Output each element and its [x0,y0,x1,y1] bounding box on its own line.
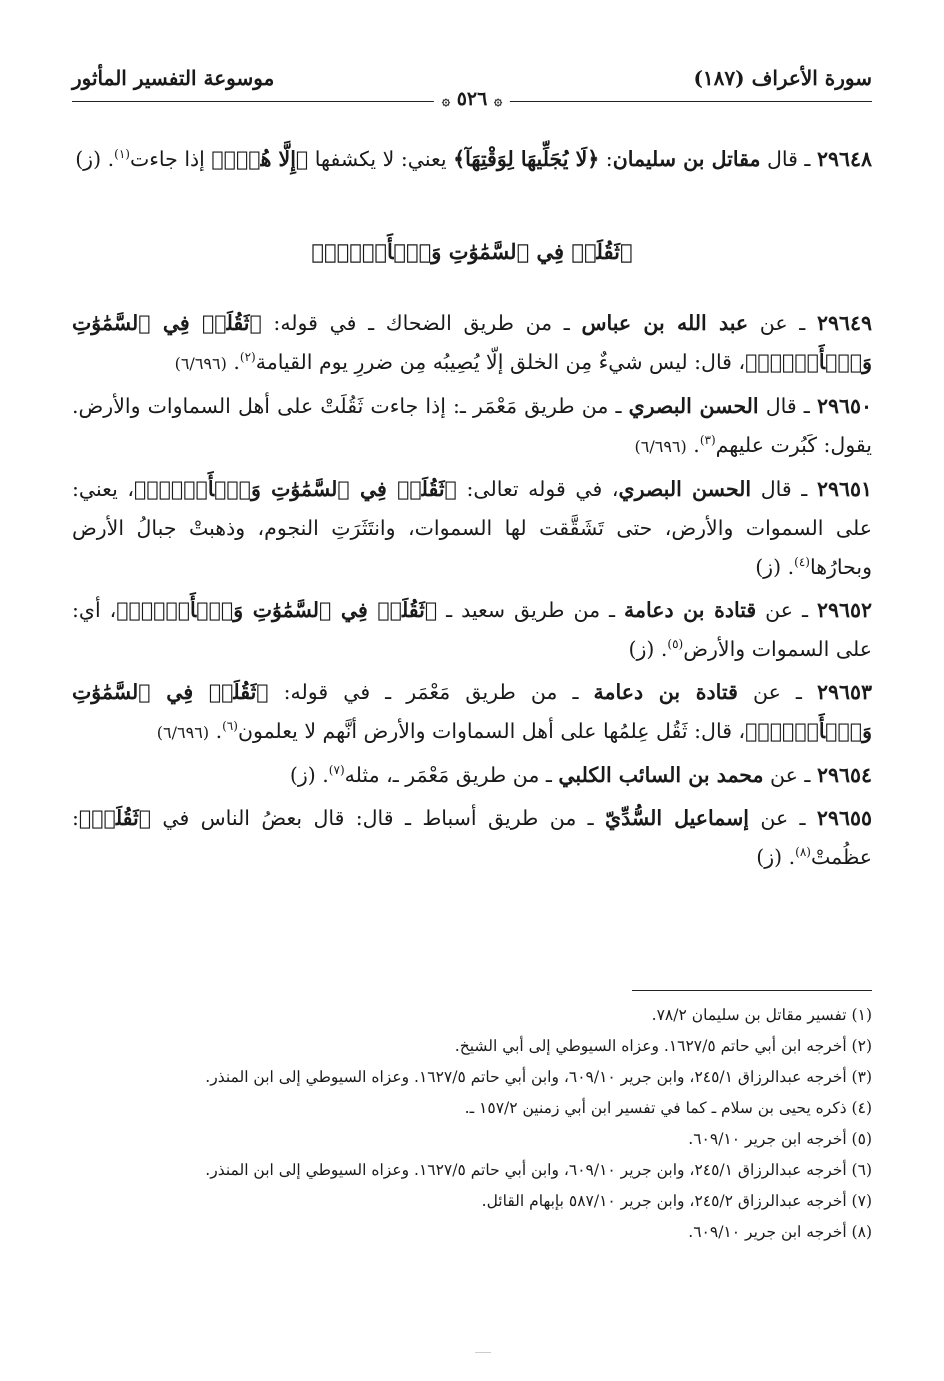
page-number-box [434,88,510,110]
footnote: (٧) أخرجه عبدالرزاق ٢٤٥/٢، وابن جرير ٥٨٧/١٠ بإبهام القائل. [481,1192,872,1210]
quran-quote: ﴿ثَقُلَتۡ فِي ٱلسَّمَٰوَٰتِ وَٱلۡأَرۡضِۚ﴾ [72,680,872,743]
narration-number: ٢٩٦٥٤ [816,763,872,787]
footnote-marker: (٨) [795,845,811,860]
quran-quote: ﴿إِلَّا هُوَۚ﴾ [211,147,309,171]
narration-paragraph: ٢٩٦٥٢ ـ عن قتادة بن دعامة ـ من طريق سعيد ـ ﴿ثَقُلَتۡ فِي ٱلسَّمَٰوَٰتِ وَٱلۡأَرۡضِۚ﴾، أي: على السموات والأرض$^{(٥)}$. (ز) [72,598,873,661]
narration-number: ٢٩٦٤٨ [816,147,872,171]
narrator-name: مقاتل بن سليمان [612,147,761,171]
narration-paragraph: ٢٩٦٤٨ ـ قال مقاتل بن سليمان: ﴿لَا يُجَلِّيهَا لِوَقْتِهَآ﴾ يعني: لا يكشفها ﴿إِلَّا هُوَۚ﴾ إذا جاءت$^{(١)}$. (ز) [75,147,872,171]
cross-reference: (٦/٦٩٦) [156,723,210,742]
cross-reference: (٦/٦٩٦) [174,354,227,373]
footnote-marker: (١) [114,147,130,162]
footnote-rule [632,990,872,991]
narration-number: ٢٩٦٥١ [816,477,872,501]
narration-number: ٢٩٦٤٩ [816,311,872,335]
footnote-marker: (٤) [794,555,810,570]
narrator-name: محمد بن السائب الكلبي [558,763,764,787]
footnote-marker: (٢) [239,350,256,365]
ornament-icon: ۞ [493,93,503,109]
narration-paragraph: ٢٩٦٥٤ ـ عن محمد بن السائب الكلبي ـ من طريق مَعْمَر ـ، مثله$^{(٧)}$. (ز) [289,763,872,787]
narration-number: ٢٩٦٥٠ [816,394,872,418]
footnote: (١) تفسير مقاتل بن سليمان ٧٨/٢. [651,1006,872,1024]
narration-paragraph: ٢٩٦٤٩ ـ عن عبد الله بن عباس ـ من طريق الضحاك ـ في قوله: ﴿ثَقُلَتۡ فِي ٱلسَّمَٰوَٰتِ وَٱلۡأَرۡضِۚ﴾، قال: ليس شيءٌ مِن الخلق إلّا يُصِيبُه مِن ضررِ يوم القيامة$^{(٢)}$. (٦/٦٩٦) [72,311,872,374]
narration-paragraph: ٢٩٦٥٠ ـ قال الحسن البصري ـ من طريق مَعْمَر ـ: إذا جاءت ثَقُلَتْ على أهل السماوات والأرض. يقول: كَبُرت عليهم$^{(٣)}$. (٦/٦٩٦) [72,394,872,457]
book-title: موسوعة التفسير المأثور [72,66,275,90]
footnote: (٤) ذكره يحيى بن سلام ـ كما في تفسير ابن أبي زمنين ١٥٧/٢ ـ. [464,1099,872,1117]
main-text [72,140,872,881]
quran-quote: ﴿لَا يُجَلِّيهَا لِوَقْتِهَآ﴾ [453,147,600,171]
narration-number: ٢٩٦٥٢ [816,598,873,622]
page-mark [475,1352,491,1353]
cross-reference: (٦/٦٩٦) [634,437,687,456]
ornament-icon: ۞ [441,93,451,109]
footnote: (٨) أخرجه ابن جرير ٦٠٩/١٠. [688,1223,872,1241]
quran-quote: ﴿ثَقُلَتۡ فِي ٱلسَّمَٰوَٰتِ وَٱلۡأَرۡضِۚ﴾ [134,477,457,501]
footnote: (٣) أخرجه عبدالرزاق ٢٤٥/١، وابن جرير ٦٠٩/١٠، وابن أبي حاتم ١٦٢٧/٥. وعزاه السيوطي إلى ابن المنذر. [205,1068,872,1086]
footnote-marker: (٧) [328,763,345,778]
footnote: (٢) أخرجه ابن أبي حاتم ١٦٢٧/٥. وعزاه السيوطي إلى أبي الشيخ. [454,1037,872,1055]
quran-quote: ﴿ثَقُلَتۡ فِي ٱلسَّمَٰوَٰتِ وَٱلۡأَرۡضِۚ﴾ [116,598,438,622]
narrator-name: إسماعيل السُّدِّيّ [605,806,749,830]
narration-paragraph: ٢٩٦٥١ ـ قال الحسن البصري، في قوله تعالى: ﴿ثَقُلَتۡ فِي ٱلسَّمَٰوَٰتِ وَٱلۡأَرۡضِۚ﴾، يعني: على السموات والأرض، حتى تَشَقَّقت لها السموات، وانتَثَرَتِ النجوم، وذهبتْ جبالُ الأرض وبحارُها$^{(٤)}$. (ز) [72,477,872,579]
narration-number: ٢٩٦٥٥ [816,806,872,830]
surah-title: سورة الأعراف (١٨٧) [693,66,872,90]
quran-quote: ﴿ثَقُلَتۡ﴾ [78,806,151,830]
footnote: (٥) أخرجه ابن جرير ٦٠٩/١٠. [688,1130,872,1148]
narration-paragraph: ٢٩٦٥٥ ـ عن إسماعيل السُّدِّيّ ـ من طريق أسباط ـ قال: قال بعضُ الناس في ﴿ثَقُلَتۡ﴾: عظُمتْ$^{(٨)}$. (ز) [72,806,872,869]
narrator-name: قتادة بن دعامة [593,680,738,704]
quran-quote: ﴿ثَقُلَتۡ فِي ٱلسَّمَٰوَٰتِ وَٱلۡأَرۡضِۚ﴾ [72,311,872,374]
narrator-name: عبد الله بن عباس [581,311,749,335]
footnote-marker: (٦) [222,719,238,734]
footnote-marker: (٥) [667,637,684,652]
narrator-name: الحسن البصري [618,477,752,501]
narrator-name: الحسن البصري [628,394,759,418]
verse-heading: ﴿ثَقُلَتۡ فِي ٱلسَّمَٰوَٰتِ وَٱلۡأَرۡضِۚ﴾ [311,239,633,264]
footnotes [72,1000,872,1248]
narration-number: ٢٩٦٥٣ [816,680,872,704]
page-number: ٥٢٦ [456,88,488,110]
footnote: (٦) أخرجه عبدالرزاق ٢٤٥/١، وابن جرير ٦٠٩/١٠، وابن أبي حاتم ١٦٢٧/٥. وعزاه السيوطي إلى ابن المنذر. [205,1161,872,1179]
narration-paragraph: ٢٩٦٥٣ ـ عن قتادة بن دعامة ـ من طريق مَعْمَر ـ في قوله: ﴿ثَقُلَتۡ فِي ٱلسَّمَٰوَٰتِ وَٱلۡأَرۡضِۚ﴾، قال: ثَقُل عِلمُها على أهل السماوات والأرض أنَّهم لا يعلمون$^{(٦)}$. (٦/٦٩٦) [72,680,872,743]
narrator-name: قتادة بن دعامة [624,598,757,622]
footnote-marker: (٣) [699,433,716,448]
